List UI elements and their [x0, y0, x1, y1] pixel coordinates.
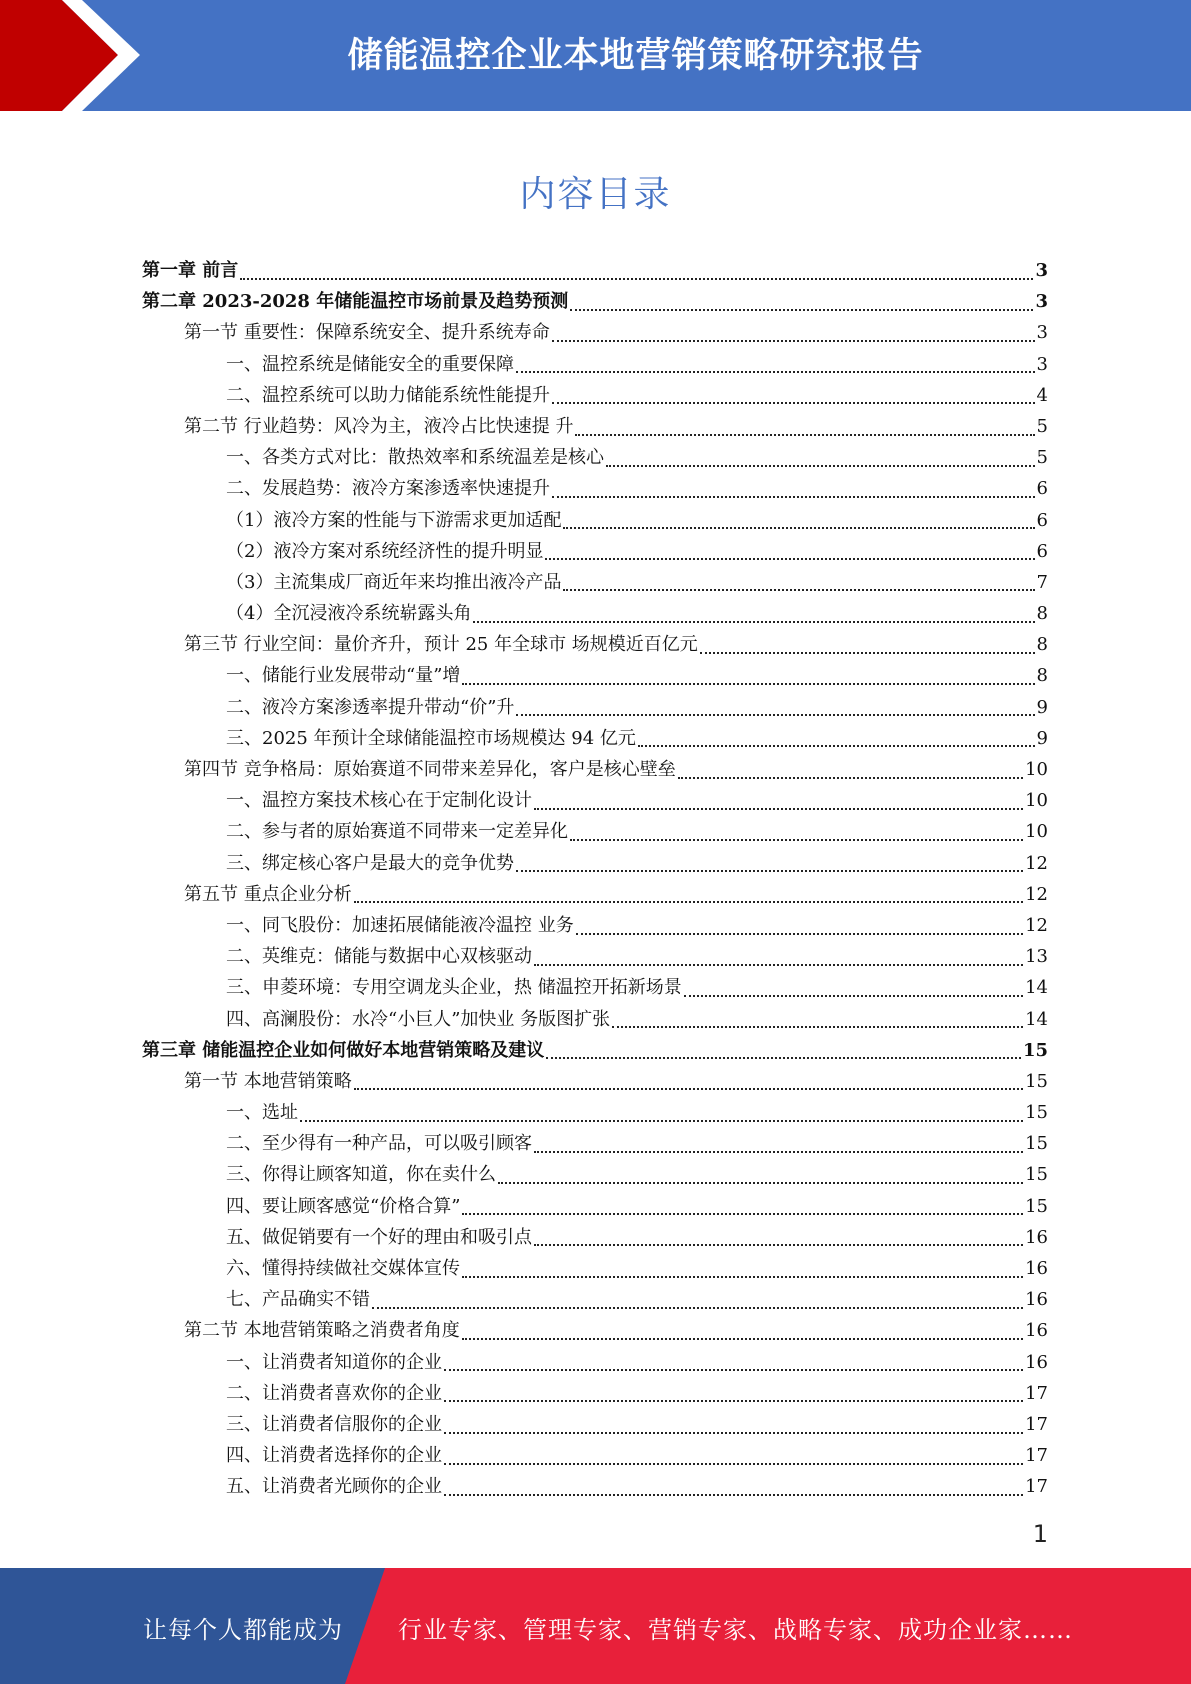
toc-entry-page: 15 — [1022, 1039, 1048, 1061]
toc-entry-page: 10 — [1025, 759, 1048, 780]
toc-entry-title: 五、做促销要有一个好的理由和吸引点 — [226, 1226, 532, 1248]
toc-entry-page: 6 — [1036, 478, 1048, 500]
toc-entry[interactable] — [142, 1253, 1048, 1284]
toc-entry-page: 3 — [1036, 353, 1048, 375]
toc-entry-page: 3 — [1035, 291, 1048, 313]
toc-entry-page: 15 — [1025, 1164, 1048, 1186]
toc-entry[interactable] — [142, 660, 1048, 691]
toc-leader-dots — [576, 933, 1023, 935]
toc-entry-page: 13 — [1025, 946, 1048, 968]
toc-entry[interactable] — [142, 754, 1048, 785]
toc-entry-title: 二、英维克：储能与数据中心双核驱动 — [226, 946, 532, 968]
toc-leader-dots — [300, 1120, 1023, 1122]
toc-entry-title: 第一章 前言 — [142, 260, 239, 281]
toc-leader-dots — [444, 1463, 1023, 1465]
toc-leader-dots — [462, 1276, 1023, 1278]
toc-entry-page: 8 — [1036, 603, 1048, 625]
toc-leader-dots — [534, 808, 1023, 810]
toc-leader-dots — [570, 839, 1023, 841]
toc-entry-page: 14 — [1025, 977, 1048, 999]
toc-entry-page: 17 — [1025, 1476, 1048, 1498]
toc-entry-title: 二、发展趋势：液冷方案渗透率快速提升 — [226, 478, 550, 500]
toc-entry-title: 第四节 竞争格局：原始赛道不同带来差异化，客户是核心壁垒 — [184, 759, 676, 780]
toc-entry[interactable] — [142, 473, 1048, 504]
header-banner — [0, 0, 1191, 111]
toc-entry-title: 三、绑定核心客户是最大的竞争优势 — [226, 852, 514, 874]
toc-leader-dots — [462, 683, 1034, 685]
toc-leader-dots — [700, 652, 1035, 654]
toc-entry-page: 7 — [1036, 571, 1048, 593]
toc-entry-page: 16 — [1025, 1289, 1048, 1311]
toc-entry[interactable] — [142, 879, 1048, 910]
toc-entry-page: 8 — [1036, 634, 1048, 656]
toc-entry[interactable] — [142, 785, 1048, 816]
toc-heading: 内容目录 — [519, 174, 672, 215]
toc-entry[interactable] — [142, 1035, 1048, 1066]
toc-entry[interactable] — [142, 629, 1048, 660]
toc-leader-dots — [516, 870, 1023, 872]
toc-entry-title: 一、让消费者知道你的企业 — [226, 1351, 442, 1373]
toc-entry[interactable] — [142, 1222, 1048, 1253]
toc-entry[interactable] — [142, 411, 1048, 442]
toc-entry[interactable] — [142, 286, 1048, 317]
toc-entry-page: 12 — [1025, 914, 1048, 936]
toc-entry-page: 15 — [1025, 1195, 1048, 1217]
toc-entry[interactable] — [142, 910, 1048, 941]
toc-entry[interactable] — [142, 1347, 1048, 1378]
report-title: 储能温控企业本地营销策略研究报告 — [347, 36, 924, 76]
footer-banner — [0, 1568, 1191, 1684]
toc-leader-dots — [462, 1213, 1023, 1215]
toc-entry-title: 三、申菱环境：专用空调龙头企业，热 储温控开拓新场景 — [226, 977, 682, 999]
toc-entry[interactable] — [142, 972, 1048, 1003]
toc-leader-dots — [473, 621, 1034, 623]
toc-entry-page: 10 — [1025, 821, 1048, 843]
toc-entry-title: 三、让消费者信服你的企业 — [226, 1413, 442, 1435]
toc-entry[interactable] — [142, 848, 1048, 879]
toc-entry[interactable] — [142, 941, 1048, 972]
toc-entry-page: 17 — [1025, 1413, 1048, 1435]
toc-leader-dots — [444, 1369, 1023, 1371]
toc-entry-title: 一、温控方案技术核心在于定制化设计 — [226, 790, 532, 812]
toc-leader-dots — [444, 1432, 1023, 1434]
toc-entry[interactable] — [142, 505, 1048, 536]
toc-entry[interactable] — [142, 1004, 1048, 1035]
toc-entry-title: 第一节 本地营销策略 — [184, 1070, 352, 1092]
toc-entry[interactable] — [142, 1191, 1048, 1222]
toc-entry-title: 二、参与者的原始赛道不同带来一定差异化 — [226, 821, 568, 843]
toc-entry[interactable] — [142, 567, 1048, 598]
toc-leader-dots — [563, 589, 1034, 591]
footer-slogan-right: 行业专家、管理专家、营销专家、战略专家、成功企业家…… — [398, 1616, 1073, 1644]
toc-entry[interactable] — [142, 1315, 1048, 1346]
toc-entry-title: （3）主流集成厂商近年来均推出液冷产品 — [226, 571, 562, 593]
toc-entry-page: 15 — [1025, 1102, 1048, 1124]
page-number: 1 — [1032, 1520, 1048, 1548]
toc-entry[interactable] — [142, 1128, 1048, 1159]
toc-leader-dots — [534, 964, 1023, 966]
toc-entry[interactable] — [142, 317, 1048, 348]
footer-slogan-left: 让每个人都能成为 — [143, 1616, 343, 1644]
toc-leader-dots — [498, 1182, 1023, 1184]
toc-entry-page: 4 — [1036, 384, 1048, 406]
toc-leader-dots — [606, 465, 1035, 467]
toc-entry-page: 9 — [1036, 696, 1048, 718]
toc-entry-page: 12 — [1025, 883, 1048, 905]
toc-leader-dots — [354, 1088, 1023, 1090]
toc-entry-title: 三、你得让顾客知道，你在卖什么 — [226, 1164, 496, 1186]
toc-entry-title: 二、温控系统可以助力储能系统性能提升 — [226, 384, 550, 406]
toc-entry[interactable] — [142, 598, 1048, 629]
toc-leader-dots — [552, 340, 1035, 342]
toc-leader-dots — [534, 1151, 1023, 1153]
toc-entry-page: 10 — [1025, 790, 1048, 812]
toc-entry-title: （1）液冷方案的性能与下游需求更加适配 — [226, 509, 562, 531]
toc-entry[interactable] — [142, 536, 1048, 567]
toc-entry[interactable] — [142, 1378, 1048, 1409]
toc-entry-title: 六、懂得持续做社交媒体宣传 — [226, 1258, 460, 1279]
toc-entry-title: 四、让消费者选择你的企业 — [226, 1445, 442, 1467]
toc-entry-page: 3 — [1035, 260, 1048, 281]
toc-entry-title: 一、各类方式对比：散热效率和系统温差是核心 — [226, 447, 604, 469]
toc-entry-page: 16 — [1025, 1226, 1048, 1248]
toc-entry-page: 12 — [1025, 852, 1048, 874]
toc-leader-dots — [516, 371, 1035, 373]
toc-entry-page: 16 — [1025, 1320, 1048, 1342]
toc-entry[interactable] — [142, 692, 1048, 723]
toc-leader-dots — [546, 1057, 1021, 1059]
toc-entry[interactable] — [142, 255, 1048, 286]
toc-entry-title: 二、至少得有一种产品，可以吸引顾客 — [226, 1133, 532, 1155]
toc-entry-title: 第五节 重点企业分析 — [184, 883, 352, 905]
toc-leader-dots — [638, 745, 1035, 747]
toc-leader-dots — [552, 496, 1035, 498]
toc-leader-dots — [612, 1026, 1023, 1028]
toc-entry[interactable] — [142, 1066, 1048, 1097]
toc-entry[interactable] — [142, 1440, 1048, 1471]
toc-entry-page: 6 — [1036, 540, 1048, 562]
toc-entry-page: 3 — [1036, 322, 1048, 344]
toc-leader-dots — [354, 901, 1023, 903]
toc-leader-dots — [570, 309, 1033, 311]
toc-entry[interactable] — [142, 723, 1048, 754]
toc-entry-title: 三、2025 年预计全球储能温控市场规模达 94 亿元 — [226, 727, 636, 749]
toc-leader-dots — [372, 1307, 1023, 1309]
toc-entry-title: 一、温控系统是储能安全的重要保障 — [226, 353, 514, 375]
toc-entry-page: 9 — [1036, 727, 1048, 749]
toc-entry-page: 17 — [1025, 1445, 1048, 1467]
toc-leader-dots — [563, 527, 1034, 529]
toc-entry-page: 6 — [1036, 509, 1048, 531]
toc-entry-title: （4）全沉浸液冷系统崭露头角 — [226, 603, 472, 625]
toc-entry-title: 二、液冷方案渗透率提升带动“价”升 — [226, 696, 515, 718]
toc-entry-page: 5 — [1036, 415, 1048, 437]
toc-entry-title: 一、同飞股份：加速拓展储能液冷温控 业务 — [226, 914, 574, 936]
toc-entry[interactable] — [142, 442, 1048, 473]
toc-entry-title: 一、选址 — [226, 1102, 298, 1124]
toc-leader-dots — [462, 1338, 1023, 1340]
toc-entry[interactable] — [142, 816, 1048, 847]
toc-entry-page: 15 — [1025, 1133, 1048, 1155]
toc-entry[interactable] — [142, 1097, 1048, 1128]
toc-entry-page: 17 — [1025, 1382, 1048, 1404]
toc-entry[interactable] — [142, 1409, 1048, 1440]
table-of-contents — [142, 255, 1048, 1503]
toc-entry-page: 15 — [1025, 1070, 1048, 1092]
toc-leader-dots — [240, 278, 1033, 280]
toc-leader-dots — [444, 1494, 1023, 1496]
toc-entry-title: 第三节 行业空间：量价齐升，预计 25 年全球市 场规模近百亿元 — [184, 634, 698, 656]
toc-entry-title: 四、高澜股份：水冷“小巨人”加快业 务版图扩张 — [226, 1008, 611, 1030]
toc-entry-title: 七、产品确实不错 — [226, 1289, 370, 1311]
toc-entry-page: 16 — [1025, 1258, 1048, 1279]
toc-entry-title: 二、让消费者喜欢你的企业 — [226, 1382, 442, 1404]
toc-entry-title: （2）液冷方案对系统经济性的提升明显 — [226, 540, 544, 562]
toc-entry-title: 一、储能行业发展带动“量”增 — [226, 665, 461, 687]
toc-entry-title: 第三章 储能温控企业如何做好本地营销策略及建议 — [142, 1039, 545, 1061]
toc-leader-dots — [575, 434, 1034, 436]
toc-entry[interactable] — [142, 1159, 1048, 1190]
toc-leader-dots — [684, 995, 1023, 997]
toc-entry-page: 14 — [1025, 1008, 1048, 1030]
toc-entry-page: 16 — [1025, 1351, 1048, 1373]
toc-entry-title: 第二节 本地营销策略之消费者角度 — [184, 1320, 460, 1342]
toc-entry-title: 四、要让顾客感觉“价格合算” — [226, 1195, 461, 1217]
toc-leader-dots — [516, 714, 1034, 716]
toc-entry-page: 8 — [1036, 665, 1048, 687]
toc-entry-title: 第一节 重要性：保障系统安全、提升系统寿命 — [184, 322, 550, 344]
toc-entry-page: 5 — [1036, 447, 1048, 469]
toc-entry[interactable] — [142, 349, 1048, 380]
toc-entry[interactable] — [142, 1284, 1048, 1315]
toc-leader-dots — [534, 1244, 1023, 1246]
toc-leader-dots — [444, 1400, 1023, 1402]
toc-leader-dots — [545, 558, 1034, 560]
toc-entry[interactable] — [142, 380, 1048, 411]
toc-entry-title: 第二节 行业趋势：风冷为主，液冷占比快速提 升 — [184, 415, 574, 437]
toc-leader-dots — [552, 402, 1035, 404]
toc-entry-title: 五、让消费者光顾你的企业 — [226, 1476, 442, 1498]
toc-entry-title: 第二章 2023-2028 年储能温控市场前景及趋势预测 — [142, 291, 569, 313]
toc-leader-dots — [678, 777, 1023, 779]
toc-entry[interactable] — [142, 1471, 1048, 1502]
